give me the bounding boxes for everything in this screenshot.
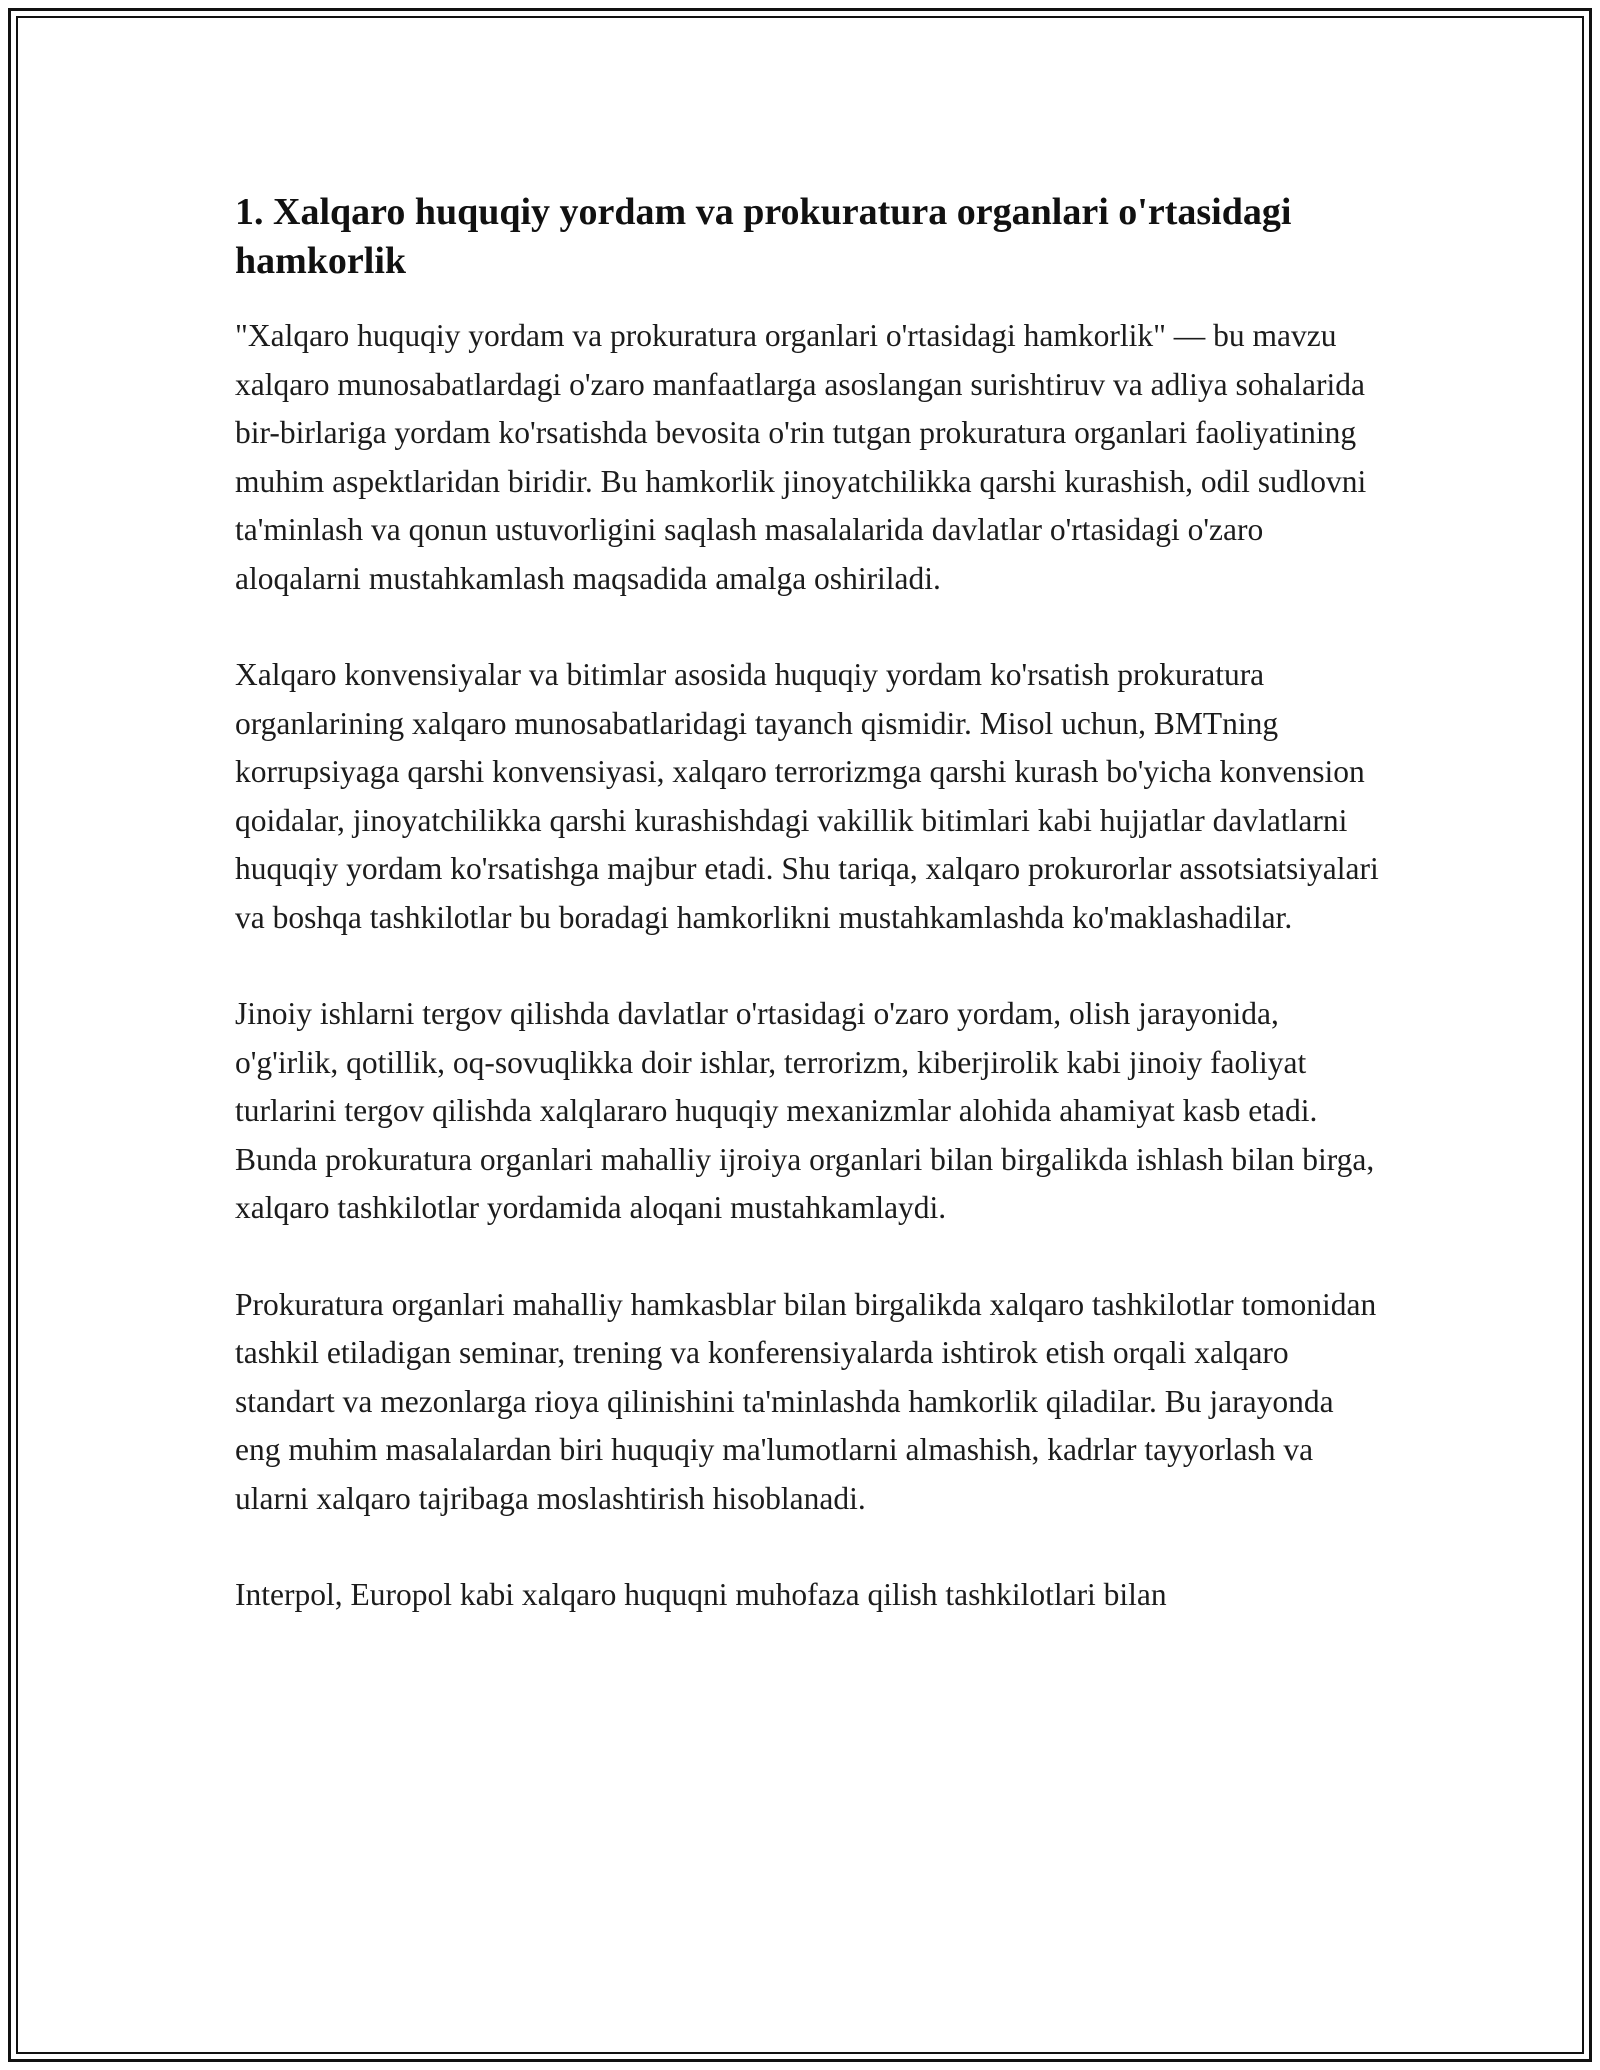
paragraph-1: "Xalqaro huquqiy yordam va prokuratura organlari o'rtasidagi hamkorlik" — bu mavzu xalqaro munosabatlardagi o'zaro manfaatlarga asoslangan surishtiruv va adliya sohalarida bir-birlariga yordam ko'rsatishda bevosita o'rin tutgan prokuratura organlari faoliyatining muhim aspektlaridan biridir. Bu hamkorlik jinoyatchilikka qarshi kurashish, odil sudlovni ta'minlash va qonun ustuvorligini saqlash masalalarida davlatlar o'rtasidagi o'zaro aloqalarni mustahkamlash maqsadida amalga oshiriladi.	[235, 318, 1367, 596]
document-body	[235, 188, 1380, 1620]
paragraph-3: Jinoiy ishlarni tergov qilishda davlatlar o'rtasidagi o'zaro yordam, olish jarayonida, o'g'irlik, qotillik, oq-sovuqlikka doir ishlar, terrorizm, kiberjirolik kabi jinoiy faoliyat turlarini tergov qilishda xalqlararo huquqiy mexanizmlar alohida ahamiyat kasb etadi. Bunda prokuratura organlari mahalliy ijroiya organlari bilan birgalikda ishlash bilan birga, xalqaro tashkilotlar yordamida aloqani mustahkamlaydi.	[235, 996, 1375, 1225]
section-title: 1. Xalqaro huquqiy yordam va prokuratura organlari o'rtasidagi hamkorlik	[235, 191, 1292, 282]
paragraph-4: Prokuratura organlari mahalliy hamkasblar bilan birgalikda xalqaro tashkilotlar tomonidan tashkil etiladigan seminar, trening va konferensiyalarda ishtirok etish orqali xalqaro standart va mezonlarga rioya qilinishini ta'minlashda hamkorlik qiladilar. Bu jarayonda eng muhim masalalardan biri huquqiy ma'lumotlarni almashish, kadrlar tayyorlash va ularni xalqaro tajribaga moslashtirish hisoblanadi.	[235, 1286, 1377, 1516]
paragraph-2: Xalqaro konvensiyalar va bitimlar asosida huquqiy yordam ko'rsatish prokuratura organlarining xalqaro munosabatlaridagi tayanch qismidir. Misol uchun, BMTning korrupsiyaga qarshi konvensiyasi, xalqaro terrorizmga qarshi kurash bo'yicha konvension qoidalar, jinoyatchilikka qarshi kurashishdagi vakillik bitimlari kabi hujjatlar davlatlarni huquqiy yordam ko'rsatishga majbur etadi. Shu tariqa, xalqaro prokurorlar assotsiatsiyalari va boshqa tashkilotlar bu boradagi hamkorlikni mustahkamlashda ko'maklashadilar.	[235, 657, 1379, 935]
paragraph-5: Interpol, Europol kabi xalqaro huquqni muhofaza qilish tashkilotlari bilan	[235, 1577, 1167, 1612]
